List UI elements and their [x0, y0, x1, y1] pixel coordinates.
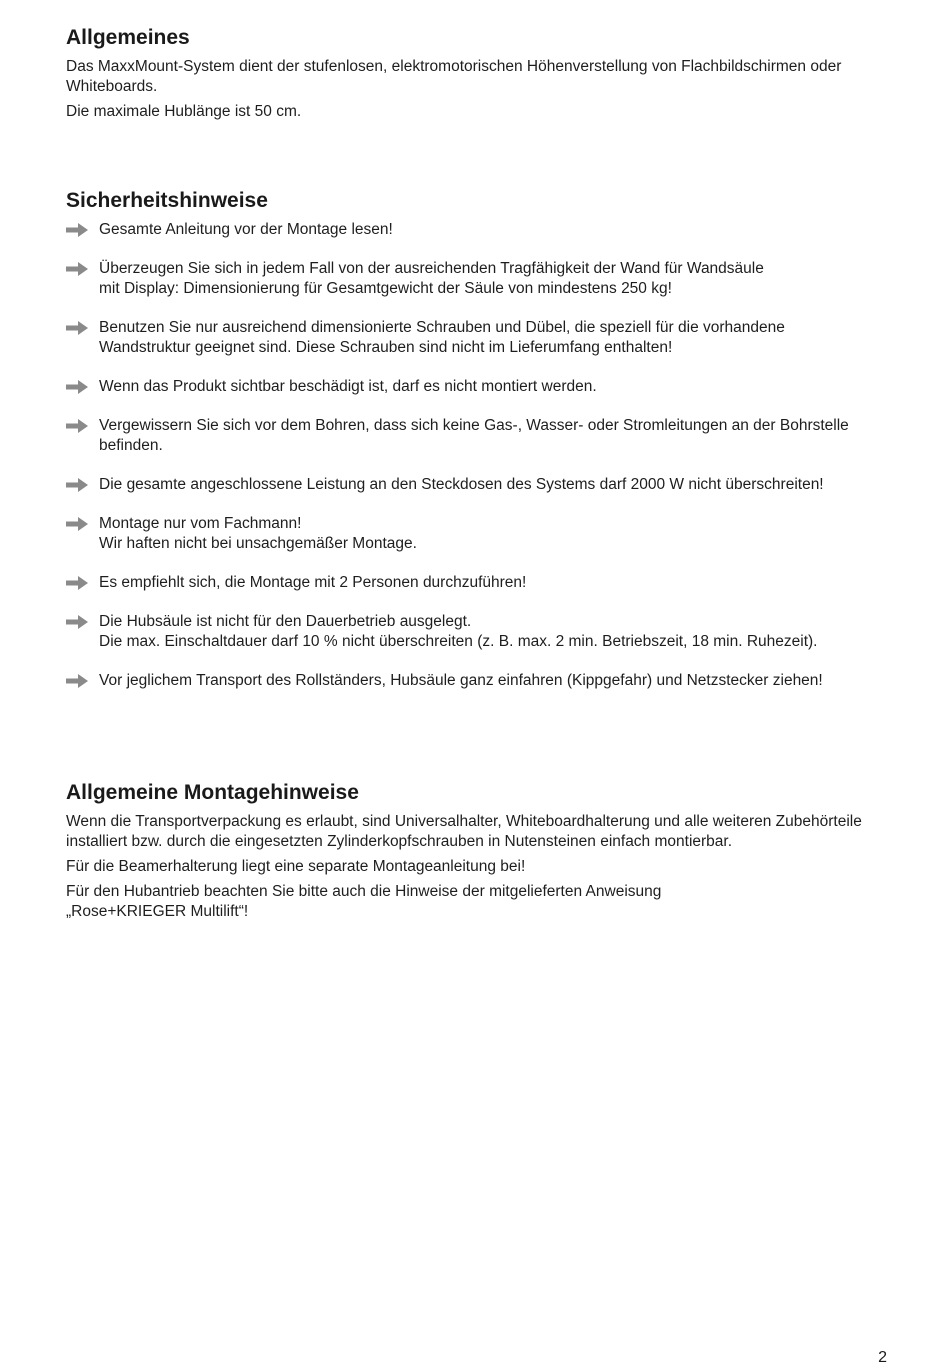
- safety-item-line: Die Hubsäule ist nicht für den Dauerbetrieb ausgelegt.: [99, 613, 472, 630]
- section-safety: [66, 188, 896, 691]
- right-arrow-icon: [66, 576, 88, 590]
- safety-list: [66, 220, 896, 691]
- safety-item: [66, 475, 896, 495]
- paragraph: Die maximale Hublänge ist 50 cm.: [66, 103, 302, 120]
- safety-item: [66, 220, 896, 240]
- section-heading: Sicherheitshinweise: [66, 189, 268, 212]
- paragraph: Wenn die Transportverpackung es erlaubt, sind Universalhalter, Whiteboardhalterung und alle weiteren Zubehörteile installiert bzw. durch die eingesetzten Zylinderkopfschrauben in Nutensteinen einfach montierbar.: [66, 813, 862, 850]
- safety-item-line: Vor jeglichem Transport des Rollständers, Hubsäule ganz einfahren (Kippgefahr) und Netzstecker ziehen!: [99, 672, 823, 689]
- safety-item-line: befinden.: [99, 437, 163, 454]
- paragraph: [66, 882, 896, 922]
- safety-item: [66, 671, 896, 691]
- safety-item-line: Montage nur vom Fachmann!: [99, 515, 302, 532]
- section-assembly: [66, 780, 896, 922]
- right-arrow-icon: [66, 615, 88, 629]
- paragraph: Das MaxxMount-System dient der stufenlosen, elektromotorischen Höhenverstellung von Flachbildschirmen oder Whiteboards.: [66, 58, 842, 95]
- paragraph-line: Für den Hubantrieb beachten Sie bitte auch die Hinweise der mitgelieferten Anweisung: [66, 883, 662, 900]
- safety-item-line: Wenn das Produkt sichtbar beschädigt ist, darf es nicht montiert werden.: [99, 378, 597, 395]
- section-heading: Allgemeine Montagehinweise: [66, 781, 359, 804]
- right-arrow-icon: [66, 517, 88, 531]
- safety-item: [66, 318, 896, 358]
- section-general: [66, 25, 896, 122]
- right-arrow-icon: [66, 478, 88, 492]
- safety-item: [66, 377, 896, 397]
- safety-item-line: Wandstruktur geeignet sind. Diese Schrauben sind nicht im Lieferumfang enthalten!: [99, 339, 673, 356]
- right-arrow-icon: [66, 380, 88, 394]
- right-arrow-icon: [66, 674, 88, 688]
- paragraph: Für die Beamerhalterung liegt eine separate Montageanleitung bei!: [66, 858, 526, 875]
- document-page: [66, 25, 896, 932]
- safety-item: [66, 573, 896, 593]
- safety-item-line: Die gesamte angeschlossene Leistung an den Steckdosen des Systems darf 2000 W nicht überschreiten!: [99, 476, 824, 493]
- safety-item: [66, 416, 896, 456]
- safety-item-line: Gesamte Anleitung vor der Montage lesen!: [99, 221, 393, 238]
- safety-item: [66, 612, 896, 652]
- right-arrow-icon: [66, 262, 88, 276]
- safety-item-line: Benutzen Sie nur ausreichend dimensionierte Schrauben und Dübel, die speziell für die vorhandene: [99, 319, 785, 336]
- safety-item-line: Es empfiehlt sich, die Montage mit 2 Personen durchzuführen!: [99, 574, 527, 591]
- page-number: 2: [878, 1349, 887, 1366]
- safety-item-line: Die max. Einschaltdauer darf 10 % nicht überschreiten (z. B. max. 2 min. Betriebszeit, 18 min. Ruhezeit).: [99, 633, 818, 650]
- right-arrow-icon: [66, 321, 88, 335]
- safety-item-line: Überzeugen Sie sich in jedem Fall von der ausreichenden Tragfähigkeit der Wand für Wandsäule: [99, 260, 764, 277]
- right-arrow-icon: [66, 223, 88, 237]
- safety-item: [66, 259, 896, 299]
- safety-item: [66, 514, 896, 554]
- section-heading: Allgemeines: [66, 26, 190, 49]
- safety-item-line: Vergewissern Sie sich vor dem Bohren, dass sich keine Gas-, Wasser- oder Stromleitungen an der Bohrstelle: [99, 417, 849, 434]
- safety-item-line: Wir haften nicht bei unsachgemäßer Montage.: [99, 535, 417, 552]
- paragraph-line: „Rose+KRIEGER Multilift“!: [66, 903, 249, 920]
- safety-item-line: mit Display: Dimensionierung für Gesamtgewicht der Säule von mindestens 250 kg!: [99, 280, 672, 297]
- right-arrow-icon: [66, 419, 88, 433]
